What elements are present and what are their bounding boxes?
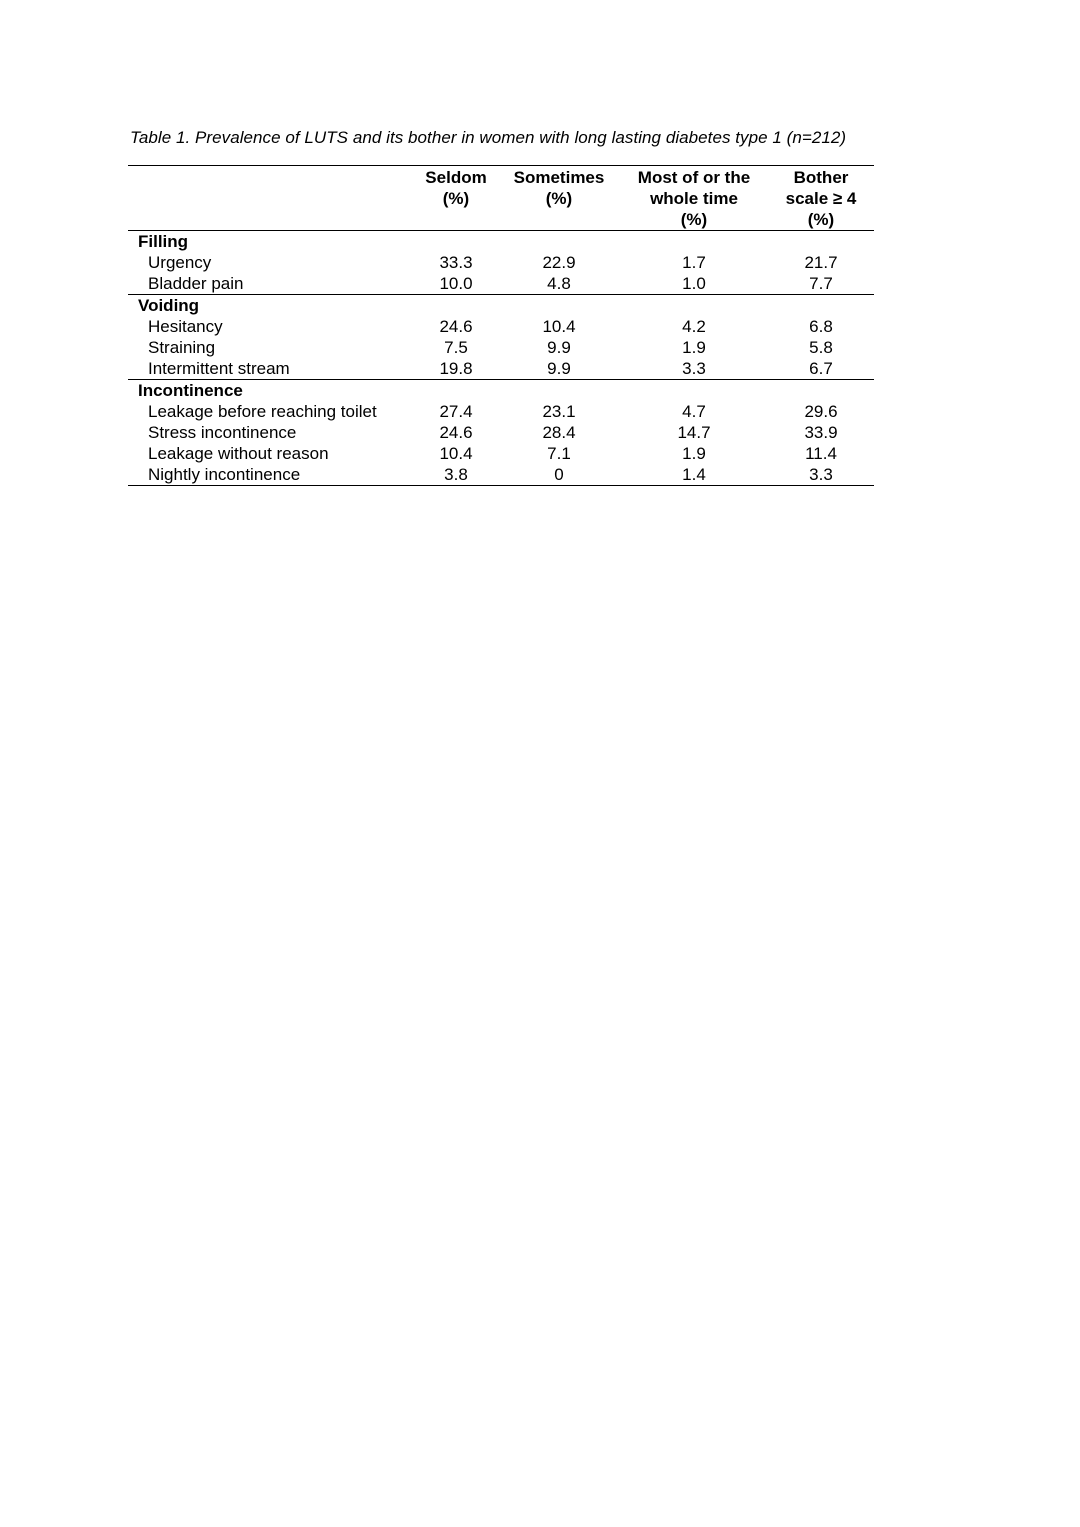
group-row-filling <box>128 231 874 253</box>
column-header-bother-scale: Bother scale ≥ 4 (%) <box>768 166 874 231</box>
cell-most-of-time: 14.7 <box>677 423 711 442</box>
cell-bother-scale: 5.8 <box>809 338 833 357</box>
cell-seldom: 10.0 <box>414 273 498 295</box>
table-row <box>128 252 874 273</box>
cell-sometimes: 7.1 <box>547 444 571 463</box>
table-row <box>128 273 874 295</box>
cell-seldom: 3.8 <box>414 464 498 486</box>
table-row <box>128 401 874 422</box>
table-row <box>128 316 874 337</box>
row-label: Leakage without reason <box>148 444 329 463</box>
cell-sometimes: 22.9 <box>542 253 576 272</box>
row-label: Leakage before reaching toilet <box>148 402 377 421</box>
group-row-voiding <box>128 295 874 317</box>
cell-seldom: 33.3 <box>439 253 473 272</box>
cell-most-of-time: 1.0 <box>620 273 768 295</box>
group-label: Incontinence <box>138 381 243 400</box>
column-header-sometimes: Sometimes (%) <box>498 166 620 231</box>
table-row <box>128 464 874 486</box>
cell-sometimes: 9.9 <box>547 338 571 357</box>
cell-bother-scale: 7.7 <box>768 273 874 295</box>
cell-sometimes: 4.8 <box>498 273 620 295</box>
cell-most-of-time: 3.3 <box>620 358 768 380</box>
cell-bother-scale: 33.9 <box>804 423 838 442</box>
cell-seldom: 24.6 <box>439 317 473 336</box>
cell-bother-scale: 11.4 <box>805 444 837 463</box>
table-row <box>128 358 874 380</box>
cell-most-of-time: 1.9 <box>682 444 706 463</box>
row-label: Straining <box>148 338 216 357</box>
row-label: Stress incontinence <box>148 423 297 442</box>
row-label: Intermittent stream <box>128 358 414 380</box>
table-caption: Table 1. Prevalence of LUTS and its bother in women with long lasting diabetes type 1 (n=212) <box>130 128 847 147</box>
cell-seldom: 10.4 <box>439 444 473 463</box>
cell-bother-scale: 6.8 <box>809 317 833 336</box>
group-label: Voiding <box>138 296 200 315</box>
row-label: Hesitancy <box>148 317 223 336</box>
row-label: Urgency <box>148 253 212 272</box>
cell-bother-scale: 3.3 <box>768 464 874 486</box>
table-header-row <box>128 166 874 231</box>
cell-bother-scale: 21.7 <box>804 253 838 272</box>
cell-bother-scale: 29.6 <box>804 402 838 421</box>
row-label: Nightly incontinence <box>128 464 414 486</box>
cell-most-of-time: 1.4 <box>620 464 768 486</box>
table-row <box>128 443 874 464</box>
group-label: Filling <box>138 232 189 251</box>
cell-most-of-time: 4.2 <box>682 317 706 336</box>
header-blank-cell <box>128 166 414 231</box>
cell-seldom: 24.6 <box>439 423 473 442</box>
cell-seldom: 19.8 <box>414 358 498 380</box>
cell-sometimes: 10.4 <box>542 317 576 336</box>
lut-prevalence-table <box>128 165 874 486</box>
cell-sometimes: 28.4 <box>542 423 576 442</box>
column-header-most-of-time: Most of or the whole time (%) <box>620 166 768 231</box>
cell-sometimes: 0 <box>498 464 620 486</box>
cell-sometimes: 23.1 <box>542 402 576 421</box>
cell-sometimes: 9.9 <box>498 358 620 380</box>
cell-most-of-time: 4.7 <box>682 402 706 421</box>
table-row <box>128 422 874 443</box>
cell-seldom: 7.5 <box>444 338 468 357</box>
cell-most-of-time: 1.7 <box>682 253 706 272</box>
cell-bother-scale: 6.7 <box>768 358 874 380</box>
group-row-incontinence <box>128 380 874 402</box>
table-row <box>128 337 874 358</box>
cell-seldom: 27.4 <box>439 402 473 421</box>
cell-most-of-time: 1.9 <box>682 338 706 357</box>
column-header-seldom: Seldom (%) <box>414 166 498 231</box>
row-label: Bladder pain <box>128 273 414 295</box>
